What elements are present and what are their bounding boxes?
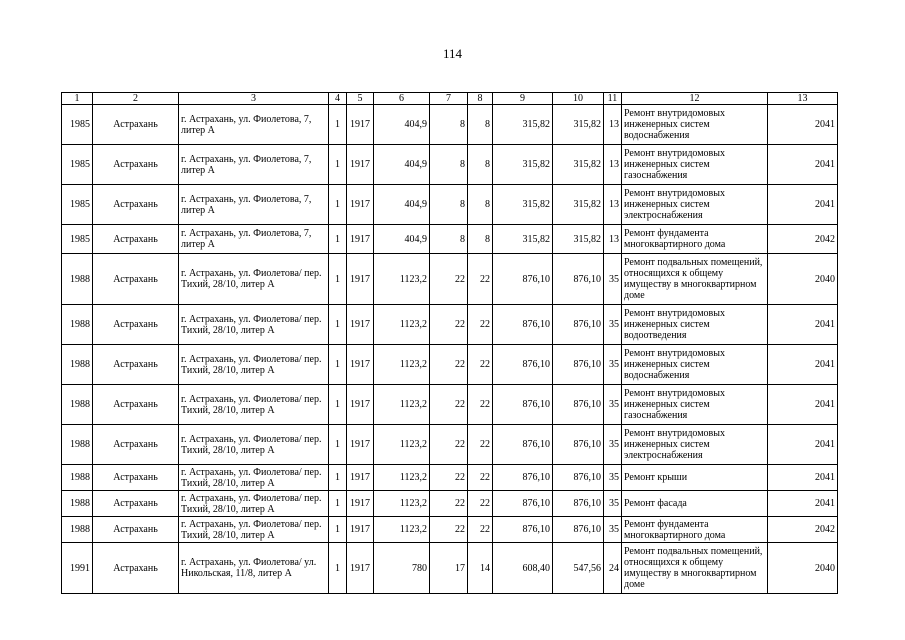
area-cell: 1123,2 (374, 465, 430, 491)
address-cell: г. Астрахань, ул. Фиолетова, 7, литер А (179, 225, 329, 254)
col10-cell: 547,56 (553, 543, 604, 594)
deadline-cell: 2041 (768, 425, 838, 465)
table-row (62, 185, 838, 225)
year-cell: 1988 (62, 491, 93, 517)
city-cell: Астрахань (93, 185, 179, 225)
build-year-cell: 1917 (347, 225, 374, 254)
column-header: 6 (374, 93, 430, 105)
build-year-cell: 1917 (347, 491, 374, 517)
col9-cell: 876,10 (493, 345, 553, 385)
col4-cell: 1 (329, 465, 347, 491)
column-header: 5 (347, 93, 374, 105)
area-cell: 1123,2 (374, 491, 430, 517)
area-cell: 404,9 (374, 185, 430, 225)
col4-cell: 1 (329, 105, 347, 145)
col11-cell: 35 (604, 385, 622, 425)
col11-cell: 35 (604, 465, 622, 491)
year-cell: 1988 (62, 517, 93, 543)
build-year-cell: 1917 (347, 185, 374, 225)
work-type-cell: Ремонт внутридомовых инженерных систем электроснабжения (622, 425, 768, 465)
year-cell: 1988 (62, 425, 93, 465)
register-table (61, 92, 838, 594)
col10-cell: 315,82 (553, 105, 604, 145)
city-cell: Астрахань (93, 385, 179, 425)
table-row (62, 385, 838, 425)
work-type-cell: Ремонт внутридомовых инженерных систем водоотведения (622, 305, 768, 345)
col11-cell: 35 (604, 305, 622, 345)
col9-cell: 876,10 (493, 254, 553, 305)
col11-cell: 35 (604, 491, 622, 517)
col4-cell: 1 (329, 543, 347, 594)
col8-cell: 14 (468, 543, 493, 594)
col8-cell: 22 (468, 465, 493, 491)
deadline-cell: 2041 (768, 185, 838, 225)
year-cell: 1988 (62, 305, 93, 345)
work-type-cell: Ремонт крыши (622, 465, 768, 491)
col4-cell: 1 (329, 225, 347, 254)
deadline-cell: 2041 (768, 465, 838, 491)
table-row (62, 305, 838, 345)
address-cell: г. Астрахань, ул. Фиолетова/ пер. Тихий, 28/10, литер А (179, 305, 329, 345)
city-cell: Астрахань (93, 254, 179, 305)
col4-cell: 1 (329, 305, 347, 345)
table-row (62, 491, 838, 517)
col4-cell: 1 (329, 491, 347, 517)
col11-cell: 35 (604, 254, 622, 305)
col8-cell: 8 (468, 225, 493, 254)
area-cell: 1123,2 (374, 345, 430, 385)
col9-cell: 315,82 (493, 145, 553, 185)
city-cell: Астрахань (93, 517, 179, 543)
col7-cell: 22 (430, 517, 468, 543)
col11-cell: 13 (604, 105, 622, 145)
build-year-cell: 1917 (347, 254, 374, 305)
col10-cell: 876,10 (553, 425, 604, 465)
year-cell: 1985 (62, 105, 93, 145)
build-year-cell: 1917 (347, 145, 374, 185)
deadline-cell: 2041 (768, 305, 838, 345)
address-cell: г. Астрахань, ул. Фиолетова/ ул. Никольская, 11/8, литер А (179, 543, 329, 594)
year-cell: 1991 (62, 543, 93, 594)
col11-cell: 13 (604, 145, 622, 185)
year-cell: 1988 (62, 385, 93, 425)
col7-cell: 22 (430, 345, 468, 385)
city-cell: Астрахань (93, 345, 179, 385)
col11-cell: 35 (604, 345, 622, 385)
work-type-cell: Ремонт внутридомовых инженерных систем водоснабжения (622, 105, 768, 145)
deadline-cell: 2041 (768, 105, 838, 145)
area-cell: 1123,2 (374, 254, 430, 305)
deadline-cell: 2040 (768, 543, 838, 594)
col11-cell: 13 (604, 225, 622, 254)
col7-cell: 22 (430, 305, 468, 345)
city-cell: Астрахань (93, 145, 179, 185)
area-cell: 1123,2 (374, 385, 430, 425)
col7-cell: 8 (430, 145, 468, 185)
table-row (62, 425, 838, 465)
column-header: 12 (622, 93, 768, 105)
header-row (62, 93, 838, 105)
area-cell: 404,9 (374, 145, 430, 185)
area-cell: 1123,2 (374, 305, 430, 345)
col8-cell: 8 (468, 185, 493, 225)
col10-cell: 876,10 (553, 465, 604, 491)
column-header: 2 (93, 93, 179, 105)
col10-cell: 876,10 (553, 491, 604, 517)
year-cell: 1985 (62, 145, 93, 185)
col8-cell: 22 (468, 517, 493, 543)
col11-cell: 35 (604, 517, 622, 543)
address-cell: г. Астрахань, ул. Фиолетова/ пер. Тихий, 28/10, литер А (179, 425, 329, 465)
col8-cell: 22 (468, 254, 493, 305)
work-type-cell: Ремонт подвальных помещений, относящихся к общему имуществу в многоквартирном доме (622, 254, 768, 305)
col4-cell: 1 (329, 254, 347, 305)
column-header: 1 (62, 93, 93, 105)
work-type-cell: Ремонт внутридомовых инженерных систем газоснабжения (622, 385, 768, 425)
col10-cell: 315,82 (553, 145, 604, 185)
address-cell: г. Астрахань, ул. Фиолетова, 7, литер А (179, 185, 329, 225)
col7-cell: 22 (430, 254, 468, 305)
column-header: 13 (768, 93, 838, 105)
col9-cell: 876,10 (493, 305, 553, 345)
col9-cell: 608,40 (493, 543, 553, 594)
work-type-cell: Ремонт фундамента многоквартирного дома (622, 225, 768, 254)
table-row (62, 465, 838, 491)
col7-cell: 22 (430, 425, 468, 465)
col10-cell: 876,10 (553, 254, 604, 305)
col9-cell: 876,10 (493, 425, 553, 465)
col9-cell: 315,82 (493, 225, 553, 254)
col9-cell: 876,10 (493, 465, 553, 491)
area-cell: 1123,2 (374, 425, 430, 465)
col4-cell: 1 (329, 145, 347, 185)
deadline-cell: 2041 (768, 385, 838, 425)
col8-cell: 22 (468, 425, 493, 465)
col11-cell: 13 (604, 185, 622, 225)
deadline-cell: 2041 (768, 491, 838, 517)
col7-cell: 22 (430, 385, 468, 425)
city-cell: Астрахань (93, 491, 179, 517)
table-row (62, 345, 838, 385)
col10-cell: 876,10 (553, 305, 604, 345)
address-cell: г. Астрахань, ул. Фиолетова/ пер. Тихий, 28/10, литер А (179, 491, 329, 517)
build-year-cell: 1917 (347, 345, 374, 385)
table-row (62, 543, 838, 594)
year-cell: 1988 (62, 465, 93, 491)
col7-cell: 8 (430, 185, 468, 225)
deadline-cell: 2042 (768, 225, 838, 254)
col8-cell: 8 (468, 105, 493, 145)
col7-cell: 17 (430, 543, 468, 594)
year-cell: 1985 (62, 225, 93, 254)
col7-cell: 8 (430, 105, 468, 145)
build-year-cell: 1917 (347, 105, 374, 145)
address-cell: г. Астрахань, ул. Фиолетова/ пер. Тихий, 28/10, литер А (179, 465, 329, 491)
work-type-cell: Ремонт фасада (622, 491, 768, 517)
year-cell: 1985 (62, 185, 93, 225)
address-cell: г. Астрахань, ул. Фиолетова/ пер. Тихий, 28/10, литер А (179, 254, 329, 305)
deadline-cell: 2042 (768, 517, 838, 543)
col4-cell: 1 (329, 345, 347, 385)
deadline-cell: 2040 (768, 254, 838, 305)
column-header: 11 (604, 93, 622, 105)
area-cell: 780 (374, 543, 430, 594)
col4-cell: 1 (329, 425, 347, 465)
col4-cell: 1 (329, 517, 347, 543)
col10-cell: 876,10 (553, 385, 604, 425)
col9-cell: 876,10 (493, 517, 553, 543)
area-cell: 404,9 (374, 225, 430, 254)
city-cell: Астрахань (93, 465, 179, 491)
col9-cell: 315,82 (493, 105, 553, 145)
col7-cell: 22 (430, 465, 468, 491)
col9-cell: 876,10 (493, 491, 553, 517)
deadline-cell: 2041 (768, 345, 838, 385)
work-type-cell: Ремонт подвальных помещений, относящихся к общему имуществу в многоквартирном доме (622, 543, 768, 594)
column-header: 8 (468, 93, 493, 105)
col8-cell: 22 (468, 345, 493, 385)
col11-cell: 35 (604, 425, 622, 465)
build-year-cell: 1917 (347, 305, 374, 345)
column-header: 7 (430, 93, 468, 105)
col10-cell: 315,82 (553, 225, 604, 254)
table-row (62, 145, 838, 185)
city-cell: Астрахань (93, 225, 179, 254)
column-header: 3 (179, 93, 329, 105)
col9-cell: 876,10 (493, 385, 553, 425)
build-year-cell: 1917 (347, 543, 374, 594)
table-row (62, 105, 838, 145)
city-cell: Астрахань (93, 425, 179, 465)
col10-cell: 876,10 (553, 345, 604, 385)
year-cell: 1988 (62, 345, 93, 385)
column-header: 9 (493, 93, 553, 105)
city-cell: Астрахань (93, 305, 179, 345)
address-cell: г. Астрахань, ул. Фиолетова, 7, литер А (179, 145, 329, 185)
city-cell: Астрахань (93, 105, 179, 145)
col10-cell: 876,10 (553, 517, 604, 543)
table-row (62, 517, 838, 543)
page-number: 114 (442, 46, 463, 61)
table-row (62, 254, 838, 305)
col4-cell: 1 (329, 185, 347, 225)
year-cell: 1988 (62, 254, 93, 305)
col4-cell: 1 (329, 385, 347, 425)
city-cell: Астрахань (93, 543, 179, 594)
build-year-cell: 1917 (347, 517, 374, 543)
address-cell: г. Астрахань, ул. Фиолетова/ пер. Тихий, 28/10, литер А (179, 385, 329, 425)
area-cell: 1123,2 (374, 517, 430, 543)
address-cell: г. Астрахань, ул. Фиолетова, 7, литер А (179, 105, 329, 145)
work-type-cell: Ремонт фундамента многоквартирного дома (622, 517, 768, 543)
work-type-cell: Ремонт внутридомовых инженерных систем водоснабжения (622, 345, 768, 385)
build-year-cell: 1917 (347, 465, 374, 491)
col11-cell: 24 (604, 543, 622, 594)
table-row (62, 225, 838, 254)
column-header: 10 (553, 93, 604, 105)
build-year-cell: 1917 (347, 385, 374, 425)
col8-cell: 22 (468, 491, 493, 517)
area-cell: 404,9 (374, 105, 430, 145)
col10-cell: 315,82 (553, 185, 604, 225)
work-type-cell: Ремонт внутридомовых инженерных систем газоснабжения (622, 145, 768, 185)
col8-cell: 22 (468, 385, 493, 425)
address-cell: г. Астрахань, ул. Фиолетова/ пер. Тихий, 28/10, литер А (179, 517, 329, 543)
col9-cell: 315,82 (493, 185, 553, 225)
col7-cell: 8 (430, 225, 468, 254)
address-cell: г. Астрахань, ул. Фиолетова/ пер. Тихий, 28/10, литер А (179, 345, 329, 385)
work-type-cell: Ремонт внутридомовых инженерных систем электроснабжения (622, 185, 768, 225)
deadline-cell: 2041 (768, 145, 838, 185)
col7-cell: 22 (430, 491, 468, 517)
col8-cell: 8 (468, 145, 493, 185)
col8-cell: 22 (468, 305, 493, 345)
column-header: 4 (329, 93, 347, 105)
build-year-cell: 1917 (347, 425, 374, 465)
